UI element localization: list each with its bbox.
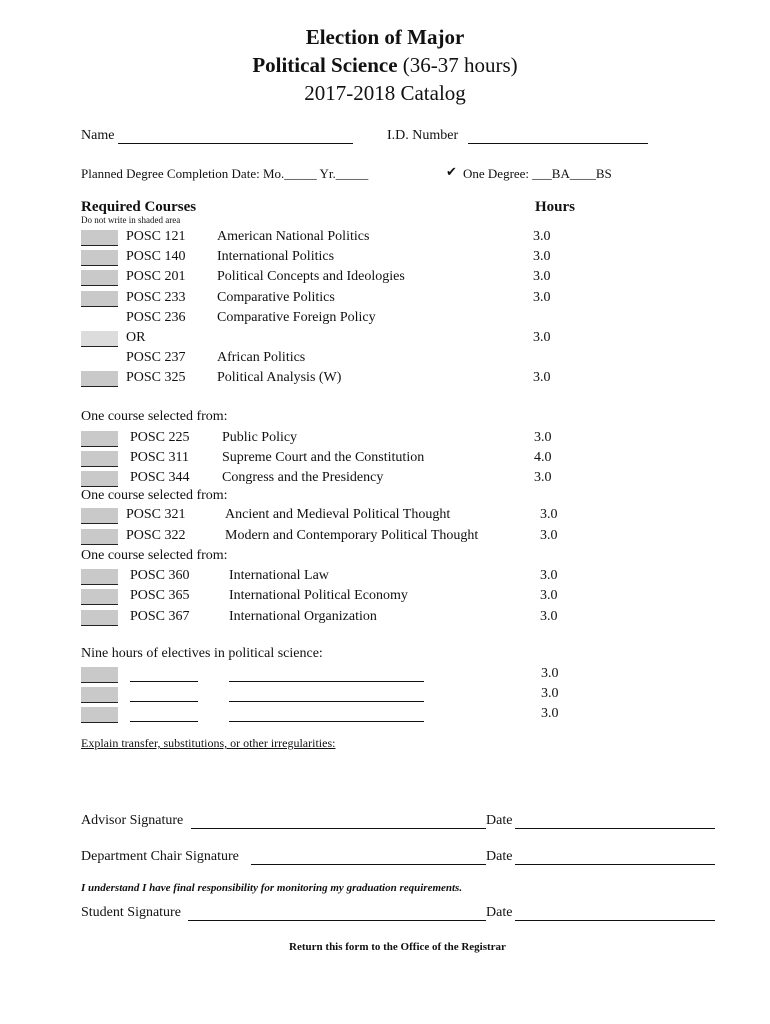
course-code: POSC 121 [126, 229, 186, 244]
course-title: Political Concepts and Ideologies [217, 269, 405, 284]
course-title: International Politics [217, 249, 335, 264]
course-hours: 4.0 [534, 450, 552, 465]
course-code: POSC 322 [126, 528, 186, 543]
course-hours: 3.0 [533, 269, 551, 284]
elective-course-field[interactable] [130, 721, 198, 722]
shaded-area-note: Do not write in shaded area [81, 215, 181, 225]
responsibility-statement: I understand I have final responsibility for monitoring my graduation requirements. [81, 882, 463, 894]
major-name: Political Science [252, 53, 398, 77]
shaded-checkbox [81, 270, 118, 286]
shaded-checkbox [81, 250, 118, 266]
course-hours: 3.0 [540, 588, 558, 603]
course-title: Modern and Contemporary Political Thought [225, 528, 479, 543]
shaded-checkbox [81, 291, 118, 307]
id-number-label: I.D. Number [387, 128, 459, 143]
shaded-checkbox [81, 529, 118, 545]
course-hours: 3.0 [534, 430, 552, 445]
course-code: POSC 236 [126, 310, 186, 325]
shaded-checkbox [81, 707, 118, 723]
course-title: Comparative Foreign Policy [217, 310, 376, 325]
shaded-checkbox [81, 667, 118, 683]
elective-course-field[interactable] [130, 681, 198, 682]
course-code: POSC 325 [126, 370, 186, 385]
course-code: OR [126, 330, 146, 345]
course-title: African Politics [217, 350, 306, 365]
chair-date-label: Date [486, 849, 513, 864]
elective-hours: 3.0 [541, 686, 559, 701]
course-title: International Political Economy [229, 588, 408, 603]
course-code: POSC 311 [130, 450, 190, 465]
group-label: One course selected from: [81, 488, 228, 503]
student-signature-line[interactable] [188, 920, 486, 921]
course-code: POSC 360 [130, 568, 190, 583]
course-title: International Law [229, 568, 329, 583]
hours-heading: Hours [535, 199, 576, 215]
advisor-date-label: Date [486, 813, 513, 828]
shaded-checkbox [81, 431, 118, 447]
shaded-checkbox [81, 569, 118, 585]
course-code: POSC 225 [130, 430, 190, 445]
chair-signature-line[interactable] [251, 864, 486, 865]
catalog-year: 2017-2018 Catalog [304, 81, 466, 105]
check-icon: ✔ [446, 164, 457, 179]
course-code: POSC 367 [130, 609, 190, 624]
course-hours: 3.0 [540, 568, 558, 583]
hours-range: (36-37 hours) [402, 53, 518, 77]
shaded-checkbox [81, 230, 118, 246]
course-title: Public Policy [222, 430, 298, 445]
shaded-checkbox [81, 687, 118, 703]
course-title: American National Politics [217, 229, 370, 244]
required-courses-heading: Required Courses [81, 199, 197, 215]
return-instructions: Return this form to the Office of the Registrar [289, 941, 506, 953]
elective-course-field[interactable] [130, 701, 198, 702]
course-hours: 3.0 [533, 290, 551, 305]
student-signature-label: Student Signature [81, 905, 181, 920]
name-label: Name [81, 128, 115, 143]
course-hours: 3.0 [540, 507, 558, 522]
course-code: POSC 233 [126, 290, 186, 305]
degree-choice[interactable]: One Degree: ___BA____BS [463, 166, 612, 181]
course-hours: 3.0 [540, 609, 558, 624]
shaded-checkbox [81, 371, 118, 387]
course-code: POSC 237 [126, 350, 186, 365]
shaded-checkbox [81, 610, 118, 626]
advisor-date-line[interactable] [515, 828, 715, 829]
course-code: POSC 365 [130, 588, 190, 603]
course-title: Supreme Court and the Constitution [222, 450, 425, 465]
course-hours: 3.0 [533, 249, 551, 264]
group-label: One course selected from: [81, 409, 228, 424]
elective-title-field[interactable] [229, 701, 424, 702]
student-date-label: Date [486, 905, 513, 920]
advisor-signature-line[interactable] [191, 828, 486, 829]
shaded-checkbox [81, 508, 118, 524]
electives-label: Nine hours of electives in political science: [81, 646, 323, 661]
course-title: Congress and the Presidency [222, 470, 384, 485]
course-hours: 3.0 [540, 528, 558, 543]
course-title: Ancient and Medieval Political Thought [225, 507, 451, 522]
group-label: One course selected from: [81, 548, 228, 563]
shaded-checkbox [81, 589, 118, 605]
name-field[interactable] [118, 143, 353, 144]
elective-title-field[interactable] [229, 721, 424, 722]
elective-hours: 3.0 [541, 666, 559, 681]
form-subtitle [0, 53, 770, 78]
advisor-signature-label: Advisor Signature [81, 813, 184, 828]
course-code: POSC 140 [126, 249, 186, 264]
course-code: POSC 344 [130, 470, 190, 485]
form-title: Election of Major [305, 25, 465, 49]
course-hours: 3.0 [533, 330, 551, 345]
course-hours: 3.0 [534, 470, 552, 485]
chair-signature-label: Department Chair Signature [81, 849, 239, 864]
course-title: Comparative Politics [217, 290, 335, 305]
elective-hours: 3.0 [541, 706, 559, 721]
planned-completion-date[interactable]: Planned Degree Completion Date: Mo._____ Yr._____ [81, 166, 369, 181]
elective-title-field[interactable] [229, 681, 424, 682]
shaded-checkbox [81, 331, 118, 347]
course-code: POSC 321 [126, 507, 186, 522]
explain-label: Explain transfer, substitutions, or other irregularities: [81, 736, 336, 750]
shaded-checkbox [81, 451, 118, 467]
chair-date-line[interactable] [515, 864, 715, 865]
course-code: POSC 201 [126, 269, 186, 284]
id-number-field[interactable] [468, 143, 648, 144]
shaded-checkbox [81, 471, 118, 487]
course-title: International Organization [229, 609, 377, 624]
course-hours: 3.0 [533, 229, 551, 244]
course-hours: 3.0 [533, 370, 551, 385]
course-title: Political Analysis (W) [217, 370, 342, 385]
student-date-line[interactable] [515, 920, 715, 921]
